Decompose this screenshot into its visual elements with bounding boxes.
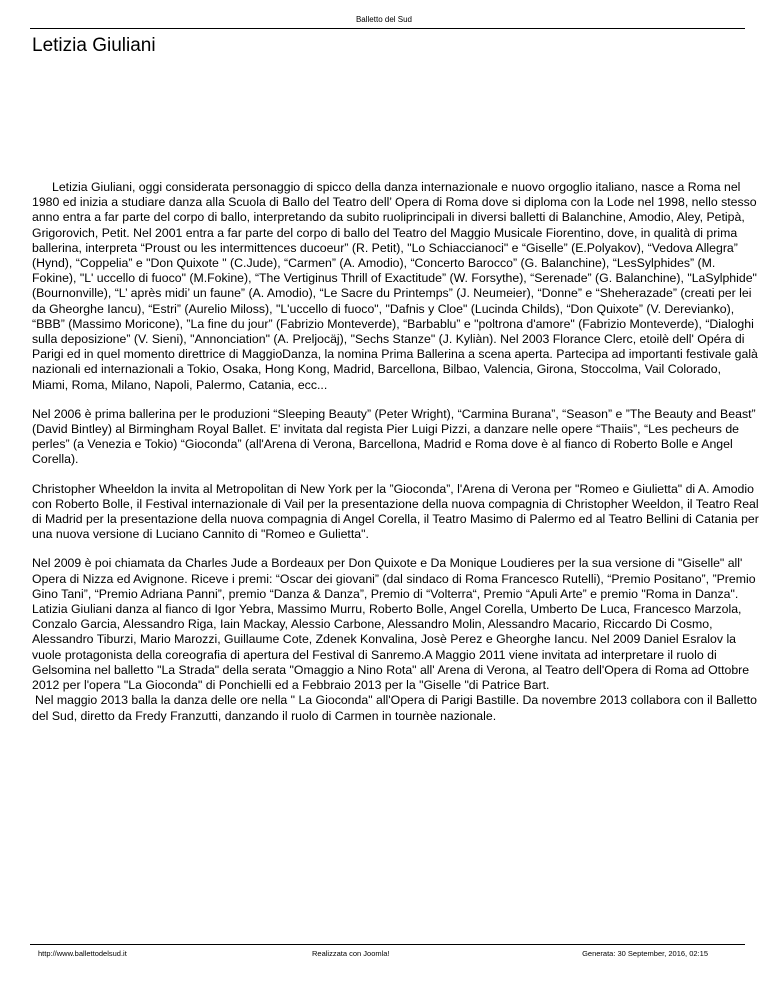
article-paragraph: Letizia Giuliani, oggi considerata personaggio di spicco della danza internazionale e nuovo orgoglio italiano, nasce a Roma nel 1980 ed inizia a studiare danza alla Scuola di Ballo del Teatro dell’ Opera di Roma dove si diploma con la Lode nel 1998, nello stesso anno entra a far parte del corpo di ballo, interpretando da subito ruoliprincipali in diversi balletti di Balanchine, Amodio, Aley, Petipà, Grigorovich, Petit. Nel 2001 entra a far parte del corpo di ballo del Teatro del Maggio Musicale Fiorentino, dove, in qualità di prima ballerina, interpreta “Proust ou les intermittences ducoeur” (R. Petit), "Lo Schiaccianoci" e “Giselle” (E.Polyakov), “Vedova Allegra” (Hynd), “Coppelia” e "Don Quixote " (C.Jude), “Carmen” (A. Amodio), “Concerto Barocco” (G. Balanchine), “LesSylphides” (M. Fokine), "L' uccello di fuoco" (M.Fokine), “The Vertiginus Thrill of Exactitude” (W. Forsythe), “Serenade” (G. Balanchine), "LaSylphide" (Bournonville), “L’ après midi’ un faune” (A. Amodio), “Le Sacre du Printemps” (J. Neumeier), “Donne” e “Sheherazade” (creati per lei da Gheorghe Iancu), “Estri” (Aurelio Miloss), "L'uccello di fuoco", "Dafnis y Cloe" (Lucinda Childs), “Don Quixote” (V. Derevianko), “BBB” (Massimo Moricone), ”La fine du jour” (Fabrizio Monteverde), “Barbablu” e "poltrona d'amore" (Fabrizio Monteverde), “Dialoghi sulla deposizione” (V. Sieni), "Annonciation" (A. Preljocäj), "Sechs Stanze" (J. Kyliàn). Nel 2003 Florance Clerc, etoilè dell' Opéra di Parigi ed in quel momento direttrice di MaggioDanza, la nomina Prima Ballerina a scena aperta. Partecipa ad importanti festivale galà nazionali ed internazionali a Tokio, Osaka, Hong Kong, Madrid, Barcellona, Bilbao, Valencia, Girona, Stoccolma, Vail Colorado, Miami, Roma, Milano, Napoli, Palermo, Catania, ecc... bbox=[32, 180, 758, 392]
article-body bbox=[32, 180, 760, 724]
footer-generated-date: Generata: 30 September, 2016, 02:15 bbox=[582, 949, 708, 958]
article-paragraph-text: Nel 2009 è poi chiamata da Charles Jude a Bordeaux per Don Quixote e Da Monique Loudieres per la sua versione di "Giselle" all' Opera di Nizza ed Avignone. Riceve i premi: “Oscar dei giovani” (dal sindaco di Roma Francesco Rutelli), “Premio Positano”, ”Premio Gino Tani”, “Premio Adriana Panni”, premio “Danza & Danza”, Premio di “Volterra“, Premio “Apuli Arte” e premio "Roma in Danza". Latizia Giuliani danza al fianco di Igor Yebra, Massimo Murru, Roberto Bolle, Angel Corella, Umberto De Luca, Francesco Marzola, Conzalo Garcia, Alessandro Riga, Iain Mackay, Alessio Carbone, Alessandro Molin, Alessandro Macario, Riccardo Di Cosmo, Alessandro Tiburzi, Mario Marozzi, Guillaume Cote, Zdenek Konvalina, Josè Perez e Gheorghe Iancu. Nel 2009 Daniel Esralov la vuole protagonista della coreografia di apertura del Festival di Sanremo.A Maggio 2011 viene invitata ad interpretare il ruolo di Gelsomina nel balletto "La Strada" della serata "Omaggio a Nino Rota" all' Arena di Verona, al Teatro dell'Opera di Roma ad Ottobre 2012 per l'opera "La Gioconda" di Ponchielli ed a Febbraio 2013 per la "Giselle "di Patrice Bart. bbox=[32, 556, 756, 693]
footer-credit: Realizzata con Joomla! bbox=[312, 949, 390, 958]
article-paragraph: Christopher Wheeldon la invita al Metropolitan di New York per la ”Gioconda”, l'Arena di Verona per "Romeo e Giulietta" di A. Amodio con Roberto Bolle, il Festival internazionale di Vail per la presentazione della nuova compagnia di Christopher Weeldon, il Teatro Real di Madrid per la presentazione della nuova compagnia di Angel Corella, il Teatro Masimo di Palermo ed al Teatro Bellini di Catania per una nuova versione di Luciano Cannito di "Romeo e Gulietta". bbox=[32, 481, 759, 542]
article-paragraph-text: Nel maggio 2013 balla la danza delle ore nella " La Gioconda" all'Opera di Parigi Bastille. Da novembre 2013 collabora con il Balletto del Sud, diretto da Fredy Franzutti, danzando il ruolo di Carmen in tournèe nazionale. bbox=[32, 693, 757, 723]
footer-divider bbox=[30, 944, 745, 945]
article-paragraph: Nel 2006 è prima ballerina per le produzioni “Sleeping Beauty” (Peter Wright), “Carmina Burana”, “Season” e ”The Beauty and Beast” (David Bintley) al Birmingham Royal Ballet. E' invitata dal regista Pier Luigi Pizzi, a danzare nelle opere “Thaiis”, “Les pecheurs de perles” (a Venezia e Tokio) “Gioconda” (all'Arena di Verona, Barcellona, Madrid e Roma dove è al fianco di Roberto Bolle e Angel Corella). bbox=[32, 406, 756, 467]
page-title: Letizia Giuliani bbox=[32, 35, 156, 56]
footer-url[interactable]: http://www.ballettodelsud.it bbox=[38, 949, 127, 958]
article-paragraph bbox=[32, 556, 760, 723]
header-divider bbox=[30, 28, 745, 29]
site-header-name: Balletto del Sud bbox=[355, 15, 413, 24]
